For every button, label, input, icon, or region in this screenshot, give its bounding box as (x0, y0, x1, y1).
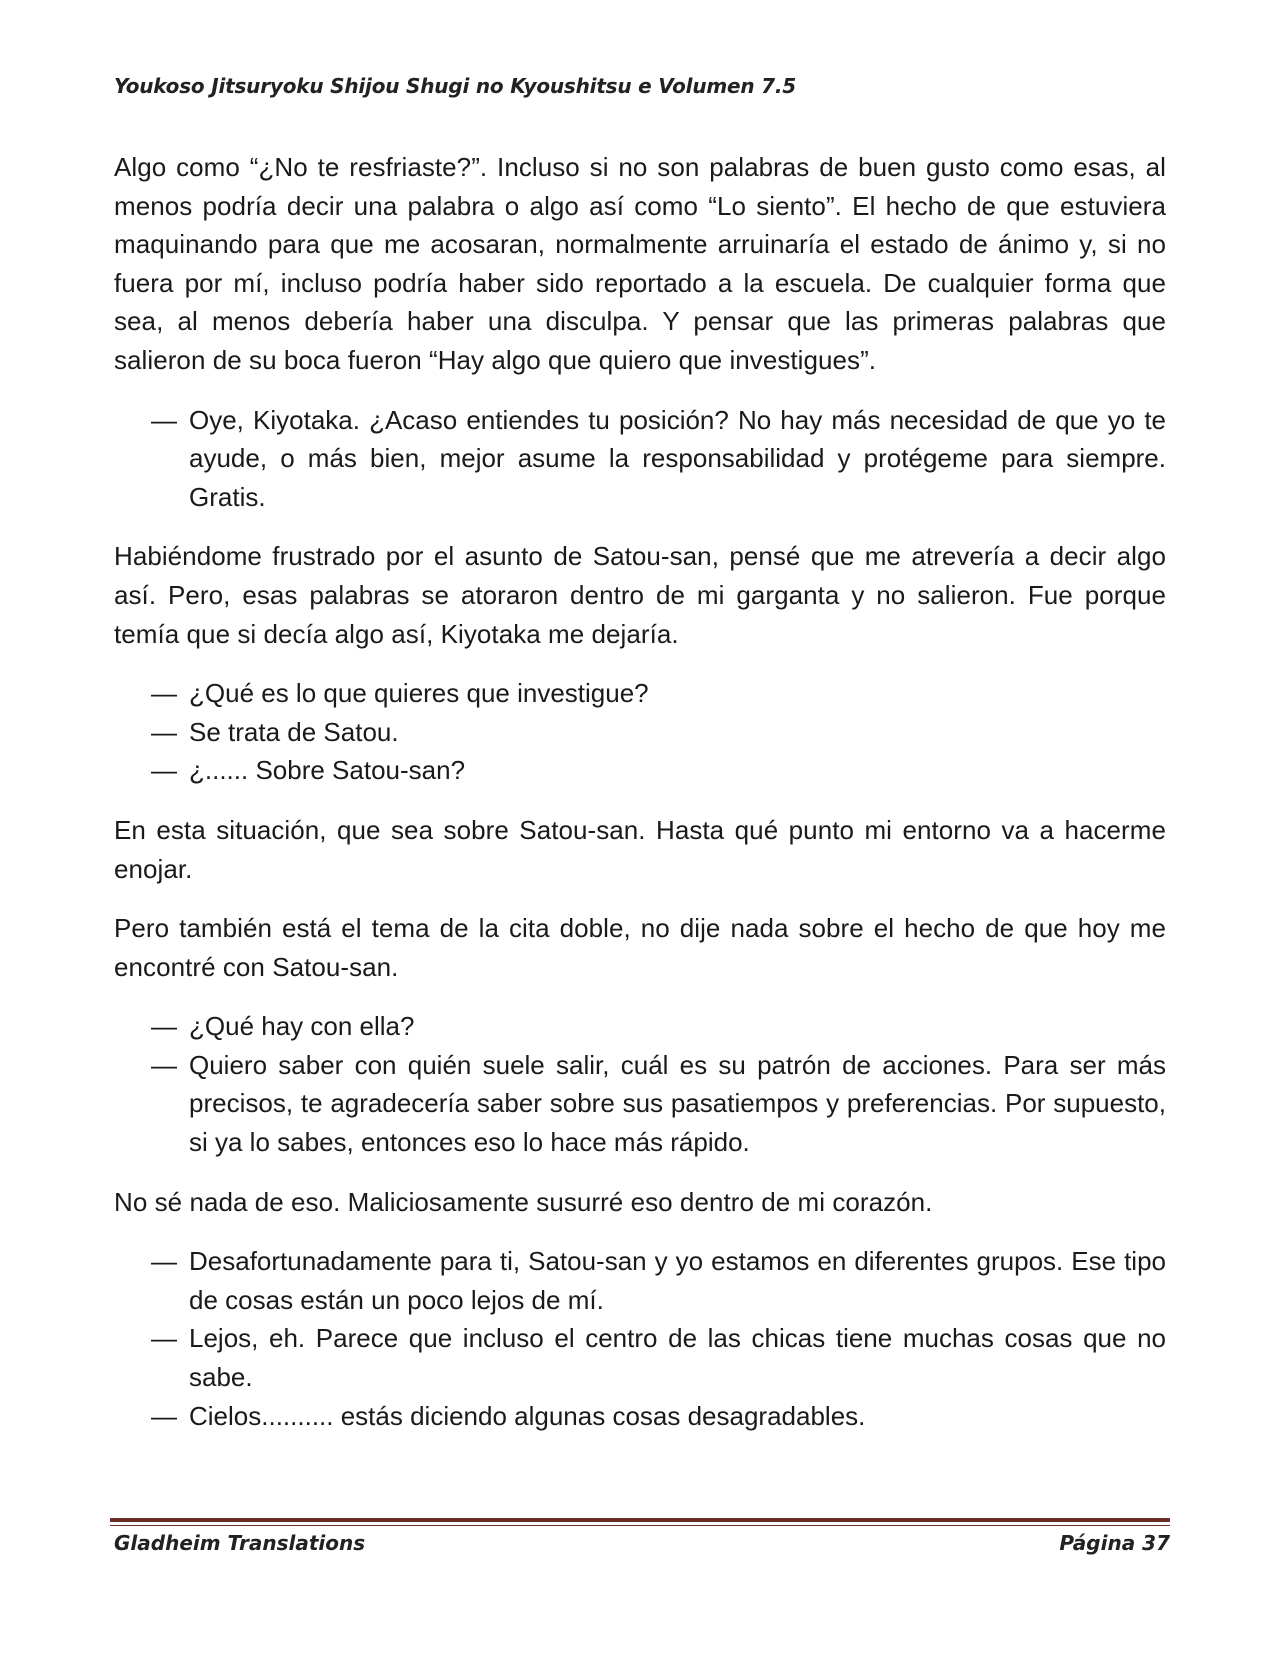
dialogue-text: Cielos.......... estás diciendo algunas cosas desagradables. (189, 1400, 866, 1431)
em-dash: — (151, 1246, 177, 1277)
em-dash: — (151, 404, 177, 435)
footer-divider (110, 1518, 1170, 1522)
dialogue-line (114, 713, 1166, 752)
paragraph-2: Habiéndome frustrado por el asunto de Satou-san, pensé que me atrevería a decir algo así. Pero, esas palabras se atoraron dentro de mi garganta y no salieron. Fue porque temía que si decía algo así, Kiyotaka me dejaría. (114, 541, 1166, 649)
dialogue-line (114, 1046, 1166, 1162)
dialogue-text: Quiero saber con quién suele salir, cuál es su patrón de acciones. Para ser más precisos, te agradecería saber sobre sus pasatiempos y preferencias. Por supuesto, si ya lo sabes, entonces eso lo hace más rápido. (189, 1049, 1166, 1158)
dialogue-line (114, 674, 1166, 713)
dialogue-group-4 (114, 1242, 1166, 1435)
footer-credit: Gladheim Translations (114, 1531, 366, 1555)
paragraph-1: Algo como “¿No te resfriaste?”. Incluso si no son palabras de buen gusto como esas, al menos podría decir una palabra o algo así como “Lo siento”. El hecho de que estuviera maquinando para que me acosaran, normalmente arruinaría el estado de ánimo y, si no fuera por mí, incluso podría haber sido reportado a la escuela. De cualquier forma que sea, al menos debería haber una disculpa. Y pensar que las primeras palabras que salieron de su boca fueron “Hay algo que quiero que investigues”. (114, 152, 1166, 375)
paragraph-4: Pero también está el tema de la cita doble, no dije nada sobre el hecho de que hoy me encontré con Satou-san. (114, 913, 1166, 982)
dialogue-text: Se trata de Satou. (189, 716, 399, 747)
dialogue-group-2 (114, 674, 1166, 790)
footer-divider-thin (110, 1525, 1170, 1526)
em-dash: — (151, 1323, 177, 1354)
dialogue-line (114, 751, 1166, 790)
dialogue-text: Oye, Kiyotaka. ¿Acaso entiendes tu posición? No hay más necesidad de que yo te ayude, o más bien, mejor asume la responsabilidad y protégeme para siempre. Gratis. (189, 404, 1166, 512)
dialogue-text: ¿Qué hay con ella? (189, 1011, 415, 1042)
dialogue-group-1 (114, 401, 1166, 517)
page-header-title: Youkoso Jitsuryoku Shijou Shugi no Kyoushitsu e Volumen 7.5 (114, 74, 796, 98)
dialogue-text: Desafortunadamente para ti, Satou-san y yo estamos en diferentes grupos. Ese tipo de cosas están un poco lejos de mí. (189, 1246, 1166, 1315)
em-dash: — (151, 1049, 177, 1080)
em-dash: — (151, 678, 177, 709)
dialogue-line (114, 1007, 1166, 1046)
dialogue-line (114, 401, 1166, 517)
dialogue-group-3 (114, 1007, 1166, 1161)
paragraph-3: En esta situación, que sea sobre Satou-san. Hasta qué punto mi entorno va a hacerme enojar. (114, 814, 1166, 884)
em-dash: — (151, 755, 177, 786)
em-dash: — (151, 1011, 177, 1042)
page-body (114, 148, 1166, 1456)
dialogue-line (114, 1397, 1166, 1436)
dialogue-text: ¿...... Sobre Satou-san? (189, 755, 466, 786)
page-number: Página 37 (1059, 1531, 1170, 1555)
paragraph-5: No sé nada de eso. Maliciosamente susurré eso dentro de mi corazón. (114, 1186, 933, 1217)
em-dash: — (151, 716, 177, 747)
dialogue-line (114, 1319, 1166, 1396)
dialogue-line (114, 1242, 1166, 1319)
dialogue-text: Lejos, eh. Parece que incluso el centro de las chicas tiene muchas cosas que no sabe. (189, 1323, 1166, 1393)
dialogue-text: ¿Qué es lo que quieres que investigue? (189, 678, 649, 709)
em-dash: — (151, 1400, 177, 1431)
